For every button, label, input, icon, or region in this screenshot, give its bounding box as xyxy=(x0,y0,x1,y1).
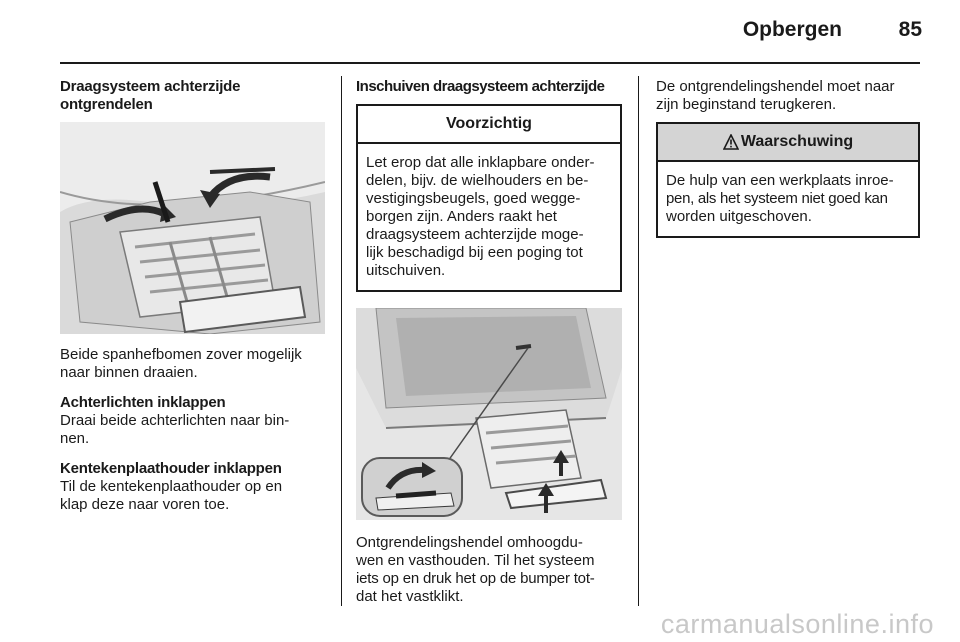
body-text-line: wen en vasthouden. Til het systeem xyxy=(356,552,595,569)
body-text-line: klap deze naar voren toe. xyxy=(60,496,230,513)
body-text-line: iets op en druk het op de bumper tot- xyxy=(356,570,595,587)
body-text-line: zijn beginstand terugkeren. xyxy=(656,96,837,113)
column-1 xyxy=(60,78,325,514)
column-2 xyxy=(356,78,622,606)
column-divider-2 xyxy=(638,76,639,606)
warning-line: worden uitgeschoven. xyxy=(666,208,812,225)
watermark: carmanualsonline.info xyxy=(660,609,934,639)
page-number: 85 xyxy=(898,18,922,41)
section-heading-slide-in: Inschuiven draagsysteem achterzijde xyxy=(356,78,605,95)
section-heading-unlock xyxy=(60,78,325,114)
illustration-carrier-unlock xyxy=(60,122,325,334)
warning-line: pen, als het systeem niet goed kan xyxy=(666,190,888,207)
caution-body xyxy=(358,144,620,290)
warning-title-text: Waarschuwing xyxy=(740,133,854,150)
caution-line: Let erop dat alle inklapbare onder- xyxy=(366,154,595,171)
body-text-line: nen. xyxy=(60,430,90,447)
warning-title xyxy=(658,124,918,162)
section-heading-plate-holder: Kentekenplaathouder inklappen xyxy=(60,460,282,477)
body-text-line: Beide spanhefbomen zover mogelijk xyxy=(60,346,302,363)
body-text-line: De ontgrendelingshendel moet naar xyxy=(656,78,895,95)
warning-line: De hulp van een werkplaats inroe- xyxy=(666,172,894,189)
body-text-line: dat het vastklikt. xyxy=(356,588,464,605)
body-text-line: Draai beide achterlichten naar bin- xyxy=(60,412,290,429)
body-text-line: naar binnen draaien. xyxy=(60,364,198,381)
caution-line: uitschuiven. xyxy=(366,262,446,279)
heading-line: Draagsysteem achterzijde xyxy=(60,78,241,95)
caution-line: draagsysteem achterzijde moge- xyxy=(366,226,584,243)
illustration-carrier-slide-in xyxy=(356,308,622,520)
column-3 xyxy=(656,78,920,238)
heading-line: ontgrendelen xyxy=(60,96,153,113)
column-divider-1 xyxy=(341,76,342,606)
warning-triangle-icon xyxy=(723,134,739,150)
caution-title: Voorzichtig xyxy=(358,106,620,144)
caution-line: borgen zijn. Anders raakt het xyxy=(366,208,557,225)
warning-body xyxy=(658,162,918,236)
caution-line: lijk beschadigd bij een poging tot xyxy=(366,244,583,261)
caution-line: vestigingsbeugels, goed wegge- xyxy=(366,190,581,207)
instruction-paragraph xyxy=(356,534,622,606)
body-text-line: Til de kentekenplaathouder op en xyxy=(60,478,283,495)
page-title: Opbergen xyxy=(742,18,842,41)
warning-box xyxy=(656,122,920,238)
caution-line: delen, bijv. de wielhouders en be- xyxy=(366,172,589,189)
caution-box xyxy=(356,104,622,292)
header-rule xyxy=(60,62,920,64)
body-text-line: Ontgrendelingshendel omhoogdu- xyxy=(356,534,583,551)
section-heading-taillights: Achterlichten inklappen xyxy=(60,394,226,411)
